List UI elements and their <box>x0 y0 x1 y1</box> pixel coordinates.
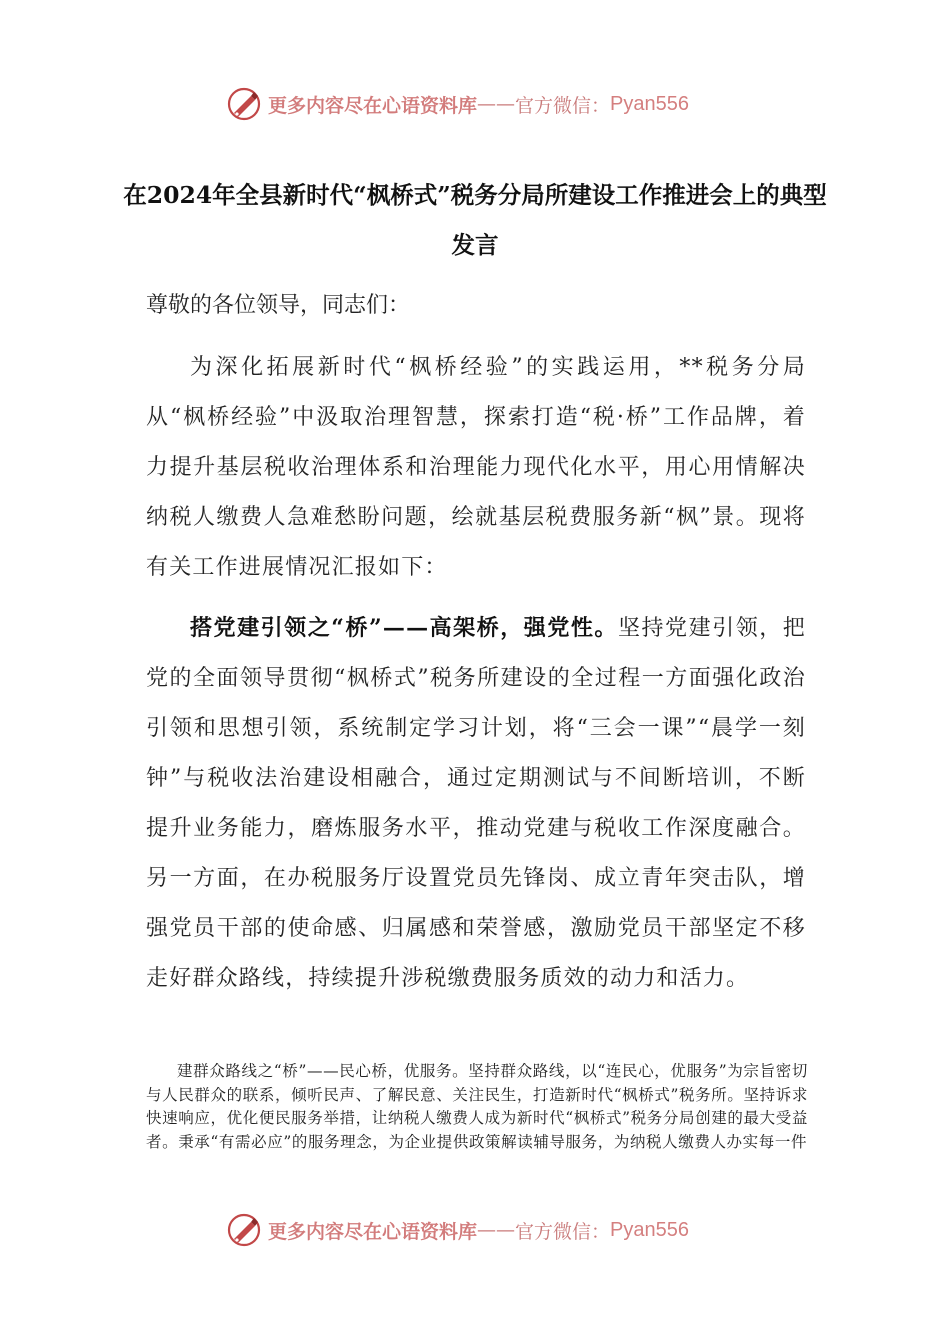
paragraph-mass-line: 建群众路线之“桥”——民心桥，优服务。坚持群众路线，以“连民心，优服务”为宗旨密切与人民群众的联系，倾听民声、了解民意、关注民生，打造新时代“枫桥式”税务所。坚持诉求快速响应，优化便民服务举措，让纳税人缴费人成为新时代“枫桥式”税务分局创建的最大受益者。秉承“有需必应”的服务理念，为企业提供政策解读辅导服务，为纳税人缴费人办实每一件 <box>146 1062 808 1151</box>
banner-text: 更多内容尽在心语资料库 <box>268 94 478 117</box>
footer-banner <box>226 1210 746 1250</box>
banner-text: 更多内容尽在心语资料库 <box>268 1220 478 1243</box>
pen-nib-circle-icon <box>226 86 262 122</box>
salutation: 尊敬的各位领导，同志们： <box>146 293 411 318</box>
paragraph-party-building <box>146 603 806 1004</box>
banner-wechat-label: 官方微信： <box>515 94 611 117</box>
paragraph-lead: 搭党建引领之“桥”——高架桥，强党性。 <box>190 615 618 641</box>
paragraph-intro: 为深化拓展新时代“枫桥经验”的实践运用，**税务分局从“枫桥经验”中汲取治理智慧，探索打造“税·桥”工作品牌，着力提升基层税收治理体系和治理能力现代化水平，用心用情解决纳税人缴费人急难愁盼问题，绘就基层税费服务新“枫”景。现将有关工作进展情况汇报如下： <box>146 355 806 580</box>
banner-wechat-id: Pyan556 <box>610 1218 689 1241</box>
pen-nib-circle-icon <box>226 1212 262 1248</box>
document-title: 在2024年全县新时代“枫桥式”税务分局所建设工作推进会上的典型发言 <box>123 181 827 259</box>
banner-wechat-label: 官方微信： <box>515 1220 611 1243</box>
banner-separator: —— <box>477 93 516 115</box>
banner-separator: —— <box>477 1219 516 1241</box>
paragraph-body: 坚持党建引领，把党的全面领导贯彻“枫桥式”税务所建设的全过程一方面强化政治引领和思想引领，系统制定学习计划，将“三会一课”“晨学一刻钟”与税收法治建设相融合，通过定期测试与不间断培训，不断提升业务能力，磨炼服务水平，推动党建与税收工作深度融合。另一方面，在办税服务厅设置党员先锋岗、成立青年突击队，增强党员干部的使命感、归属感和荣誉感，激励党员干部坚定不移走好群众路线，持续提升涉税缴费服务质效的动力和活力。 <box>146 616 806 991</box>
banner-wechat-id: Pyan556 <box>610 92 689 115</box>
header-banner <box>226 84 746 124</box>
